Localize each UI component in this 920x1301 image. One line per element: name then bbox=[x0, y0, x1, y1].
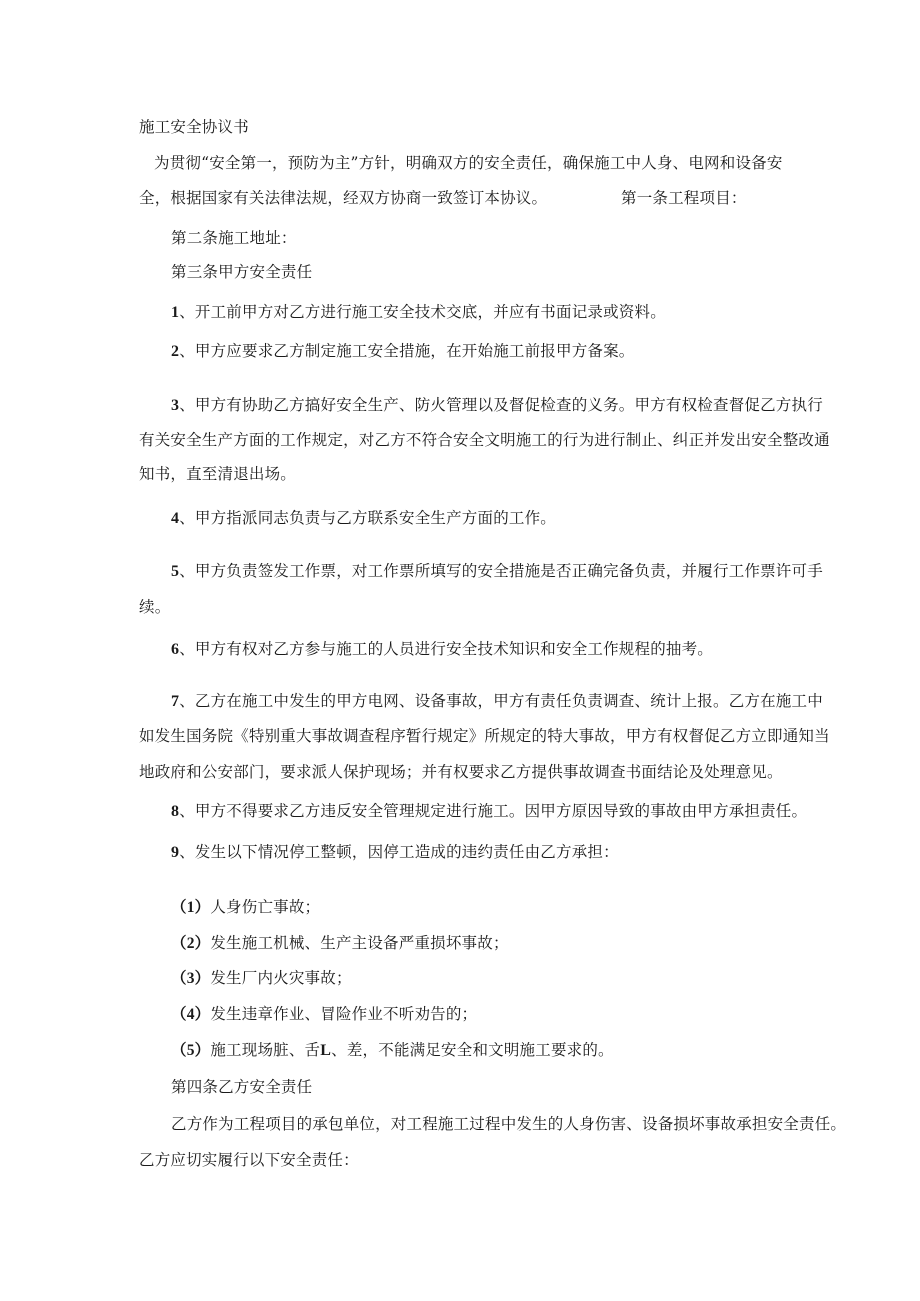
sub-item-2 bbox=[171, 933, 509, 954]
item-text: 甲方指派同志负责与乙方联系安全生产方面的工作。 bbox=[194, 509, 557, 527]
item-separator: 、 bbox=[179, 562, 195, 580]
sub-item-4 bbox=[171, 1004, 477, 1025]
item-number: 6 bbox=[171, 641, 180, 658]
item-separator: 、 bbox=[179, 342, 195, 360]
item-text: 甲方应要求乙方制定施工安全措施，在开始施工前报甲方备案。 bbox=[194, 342, 635, 360]
item-separator: 、 bbox=[179, 303, 195, 321]
item-text: 甲方不得要求乙方违反安全管理规定进行施工。因甲方原因导致的事故由甲方承担责任。 bbox=[194, 802, 808, 820]
sub-item-text: 发生施工机械、生产主设备严重损坏事故； bbox=[210, 934, 509, 952]
item-number: 4 bbox=[171, 510, 180, 527]
article-2-address: 第二条施工地址： bbox=[171, 229, 297, 247]
item-3-line-2: 有关安全生产方面的工作规定，对乙方不符合安全文明施工的行为进行制止、纠正并发出安全整改通 bbox=[139, 431, 830, 449]
sub-item-bold-letter: L bbox=[320, 1042, 332, 1059]
sub-item-number: （5） bbox=[171, 1042, 211, 1059]
article-3-heading: 第三条甲方安全责任 bbox=[171, 263, 313, 281]
item-text: 开工前甲方对乙方进行施工安全技术交底，并应有书面记录或资料。 bbox=[194, 303, 666, 321]
article-1-project: 第一条工程项目： bbox=[621, 189, 747, 207]
article-4-line-2: 乙方应切实履行以下安全责任： bbox=[139, 1151, 359, 1169]
item-4 bbox=[171, 508, 556, 529]
article-4-line-1: 乙方作为工程项目的承包单位，对工程施工过程中发生的人身伤害、设备损坏事故承担安全责任。 bbox=[171, 1115, 847, 1133]
item-text: 甲方有协助乙方搞好安全生产、防火管理以及督促检查的义务。甲方有权检查督促乙方执行 bbox=[194, 396, 823, 414]
sub-item-number: （1） bbox=[171, 899, 211, 916]
item-text: 发生以下情况停工整顿，因停工造成的违约责任由乙方承担： bbox=[194, 843, 619, 861]
item-text: 乙方在施工中发生的甲方电网、设备事故，甲方有责任负责调查、统计上报。乙方在施工中 bbox=[194, 692, 823, 710]
item-number: 2 bbox=[171, 343, 180, 360]
item-8 bbox=[171, 801, 807, 822]
item-3-line-3: 知书，直至清退出场。 bbox=[139, 465, 297, 483]
sub-item-text: 发生违章作业、冒险作业不听劝告的； bbox=[210, 1005, 478, 1023]
sub-item-text-after: 、差，不能满足安全和文明施工要求的。 bbox=[331, 1041, 614, 1059]
sub-item-number: （2） bbox=[171, 935, 211, 952]
item-7-line-2: 如发生国务院《特别重大事故调查程序暂行规定》所规定的特大事故，甲方有权督促乙方立即通知当 bbox=[139, 727, 830, 745]
item-text: 甲方有权对乙方参与施工的人员进行安全技术知识和安全工作规程的抽考。 bbox=[194, 640, 714, 658]
item-number: 3 bbox=[171, 397, 180, 414]
sub-item-text-before: 施工现场脏、舌 bbox=[210, 1041, 321, 1059]
item-number: 7 bbox=[171, 693, 180, 710]
item-text: 甲方负责签发工作票，对工作票所填写的安全措施是否正确完备负责，并履行工作票许可手 bbox=[194, 562, 823, 580]
item-5-line-2: 续。 bbox=[139, 598, 171, 616]
sub-item-text: 人身伤亡事故； bbox=[210, 898, 321, 916]
item-2 bbox=[171, 341, 635, 362]
item-3 bbox=[171, 395, 823, 416]
item-1 bbox=[171, 302, 666, 323]
item-separator: 、 bbox=[179, 843, 195, 861]
item-separator: 、 bbox=[179, 802, 195, 820]
item-number: 1 bbox=[171, 304, 180, 321]
item-separator: 、 bbox=[179, 692, 195, 710]
item-separator: 、 bbox=[179, 509, 195, 527]
item-number: 5 bbox=[171, 563, 180, 580]
item-5 bbox=[171, 561, 823, 582]
sub-item-5 bbox=[171, 1040, 614, 1061]
item-number: 8 bbox=[171, 803, 180, 820]
sub-item-1 bbox=[171, 897, 320, 918]
intro-line-1: 为贯彻“安全第一，预防为主”方针，明确双方的安全责任，确保施工中人身、电网和设备安 bbox=[154, 154, 783, 172]
item-number: 9 bbox=[171, 844, 180, 861]
intro-line-2: 全，根据国家有关法律法规，经双方协商一致签订本协议。 bbox=[139, 189, 548, 207]
sub-item-number: （4） bbox=[171, 1006, 211, 1023]
item-9 bbox=[171, 842, 619, 863]
item-7 bbox=[171, 691, 823, 712]
sub-item-number: （3） bbox=[171, 970, 211, 987]
item-6 bbox=[171, 639, 713, 660]
item-separator: 、 bbox=[179, 396, 195, 414]
article-4-heading: 第四条乙方安全责任 bbox=[171, 1078, 313, 1096]
item-7-line-3: 地政府和公安部门，要求派人保护现场；并有权要求乙方提供事故调查书面结论及处理意见。 bbox=[139, 763, 783, 781]
sub-item-3 bbox=[171, 968, 352, 989]
document-title: 施工安全协议书 bbox=[139, 118, 249, 136]
item-separator: 、 bbox=[179, 640, 195, 658]
sub-item-text: 发生厂内火灾事故； bbox=[210, 969, 352, 987]
